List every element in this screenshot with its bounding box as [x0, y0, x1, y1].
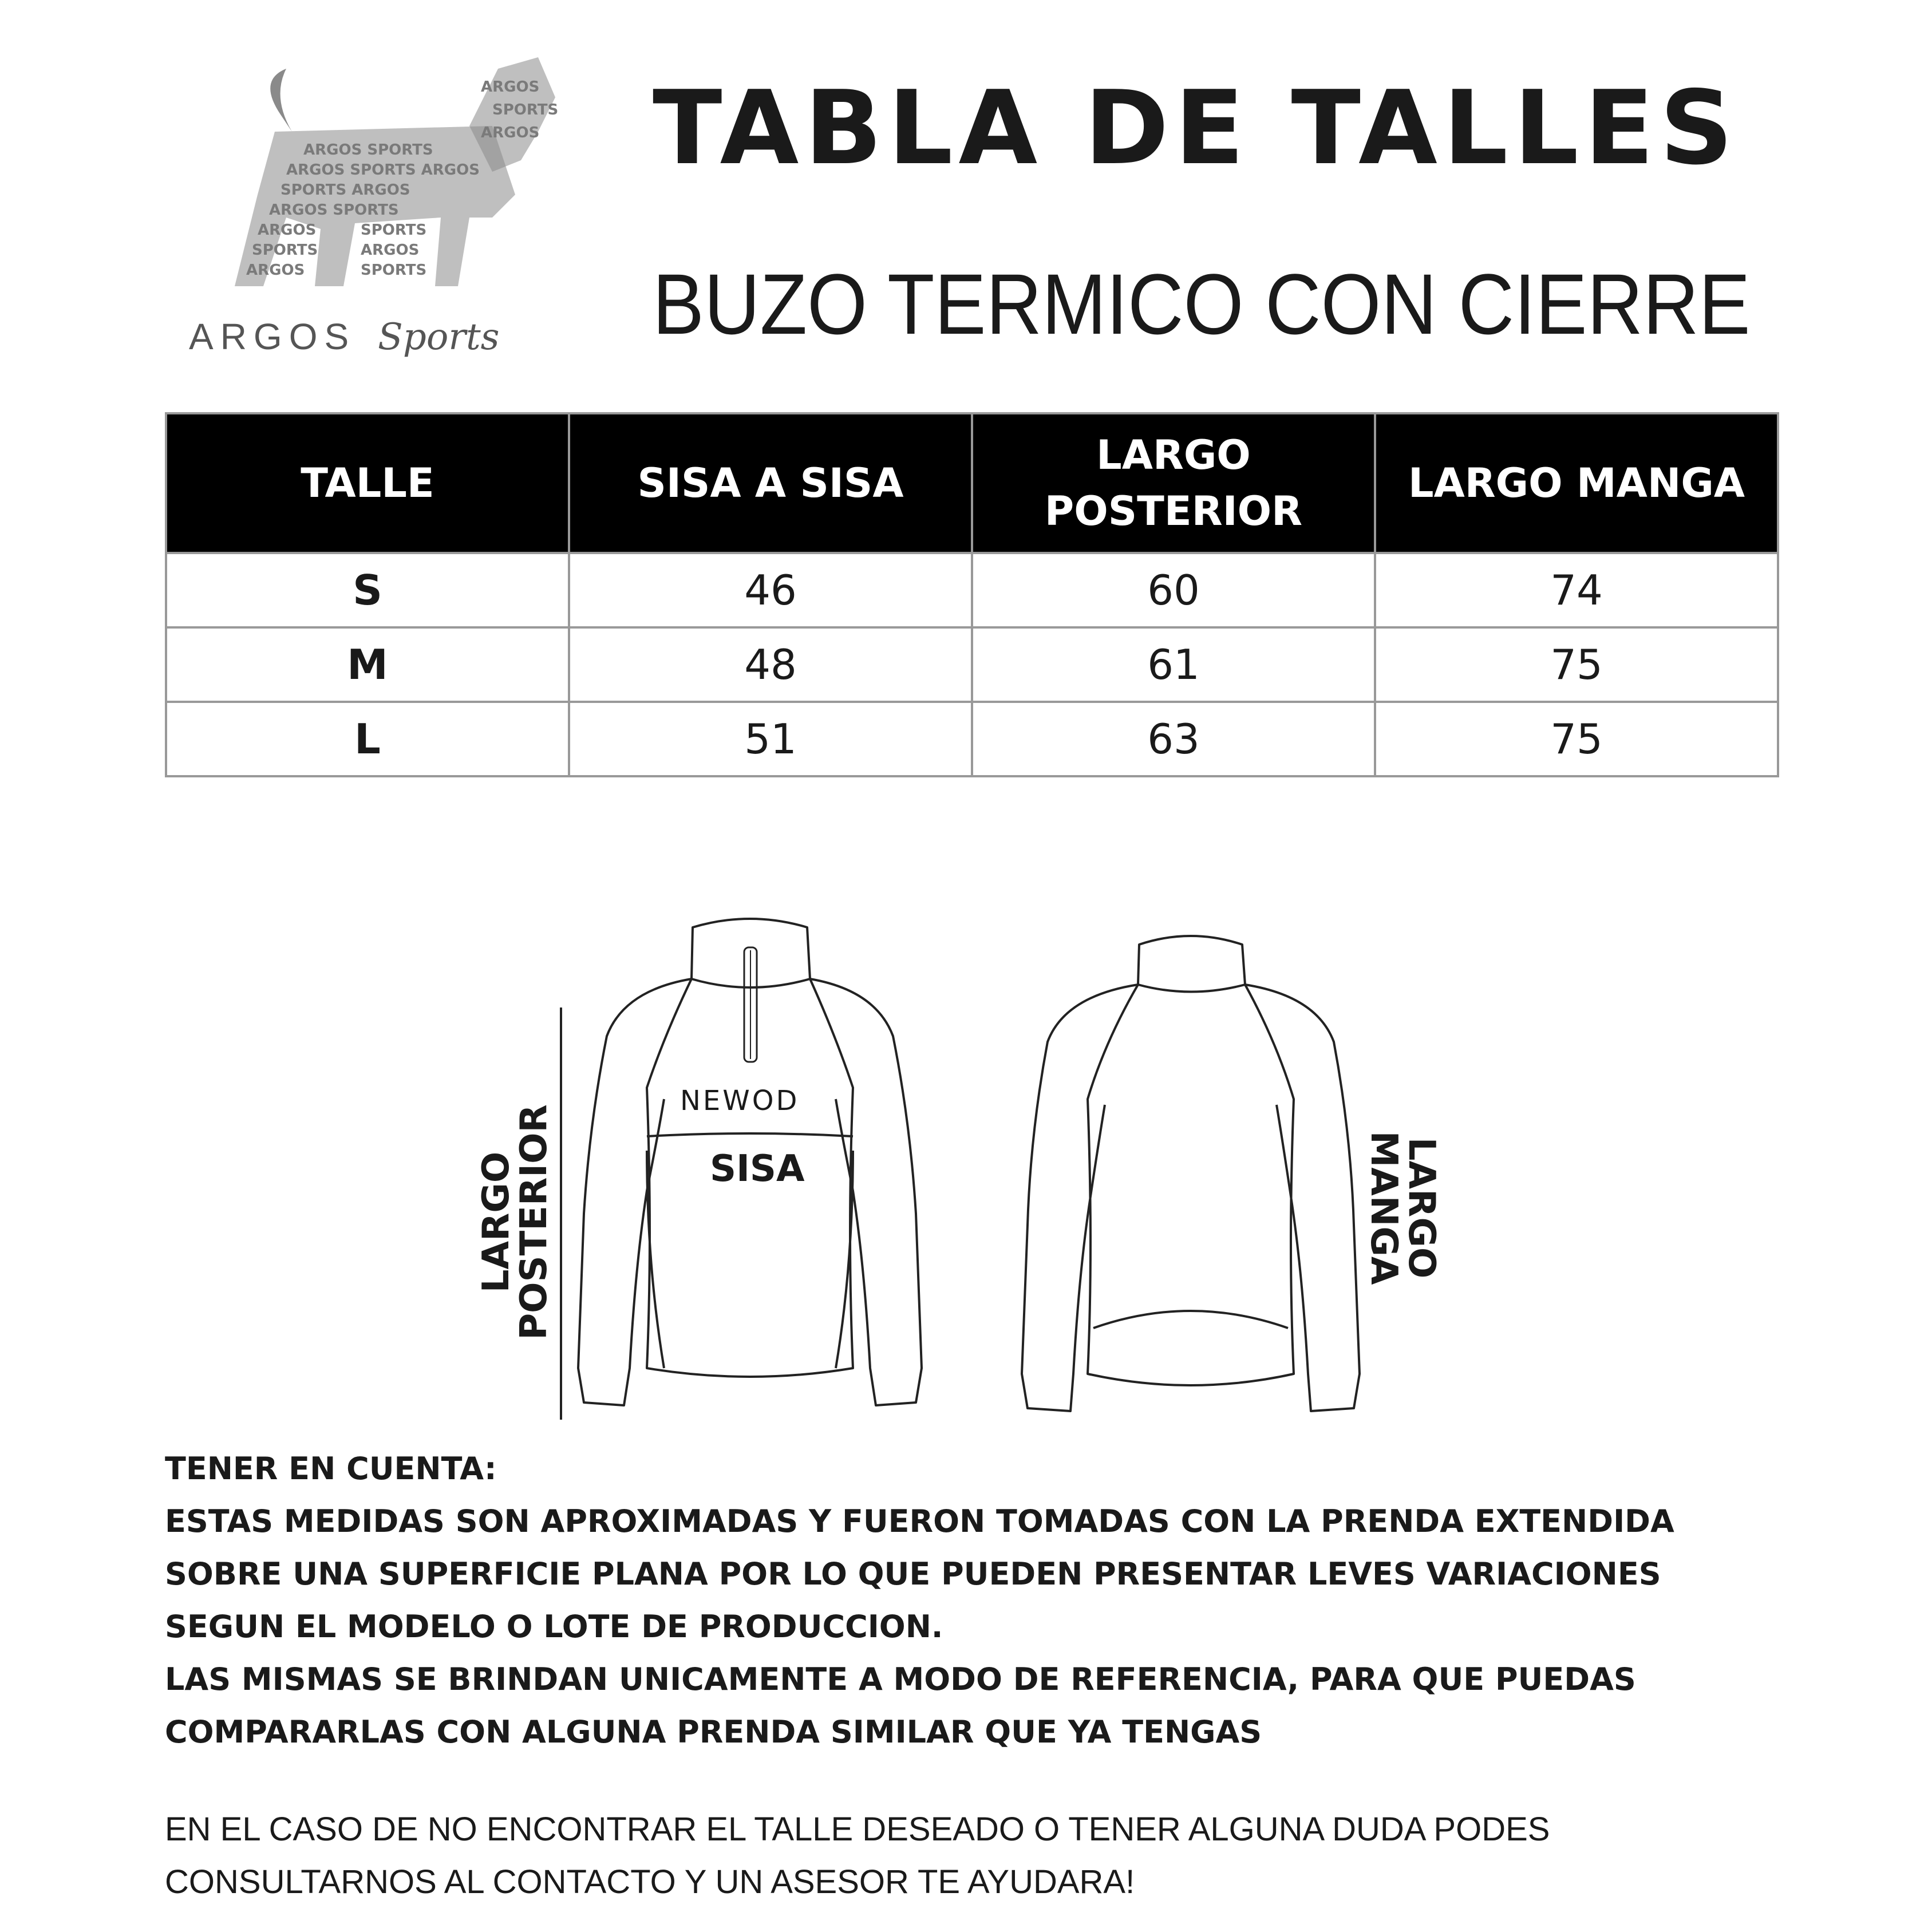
cell-largo-manga: 74 — [1375, 553, 1778, 627]
table-row — [166, 627, 1778, 702]
cell-sisa: 46 — [569, 553, 972, 627]
brand-logo — [172, 46, 561, 366]
svg-text:SPORTS: SPORTS — [361, 222, 427, 239]
svg-text:ARGOS: ARGOS — [258, 222, 317, 239]
logo-wordmark: ARGOS — [189, 316, 356, 357]
garment-diagram — [475, 893, 1471, 1431]
svg-text:SPORTS: SPORTS — [361, 262, 427, 279]
header-sisa-a-sisa: SISA A SISA — [569, 413, 972, 553]
notes-section — [165, 1443, 1791, 1759]
svg-text:ARGOS SPORTS: ARGOS SPORTS — [303, 141, 433, 159]
cell-sisa: 48 — [569, 627, 972, 702]
table-row — [166, 702, 1778, 776]
notes-paragraph: LAS MISMAS SE BRINDAN UNICAMENTE A MODO DE REFERENCIA, PARA QUE PUEDAS COMPARARLAS CON ALGUNA PRENDA SIMILAR QUE YA TENGAS — [165, 1661, 1636, 1750]
logo-script: Sports — [378, 316, 500, 358]
largo-posterior-label-line2: POSTERIOR — [513, 1104, 555, 1340]
cell-size: S — [166, 553, 569, 627]
cell-size: L — [166, 702, 569, 776]
table-header-row — [166, 413, 1778, 553]
contact-text: EN EL CASO DE NO ENCONTRAR EL TALLE DESEADO O TENER ALGUNA DUDA PODES CONSULTARNOS AL CONTACTO Y UN ASESOR TE AYUDARA! — [165, 1811, 1550, 1901]
table-row — [166, 553, 1778, 627]
svg-text:SPORTS ARGOS: SPORTS ARGOS — [280, 181, 410, 199]
back-jacket-outline — [1022, 936, 1360, 1411]
cell-largo-manga: 75 — [1375, 627, 1778, 702]
sisa-label: SISA — [710, 1148, 805, 1190]
size-table — [165, 412, 1779, 777]
svg-text:ARGOS: ARGOS — [481, 78, 540, 96]
schnauzer-dog-word-art-icon — [235, 57, 558, 286]
svg-text:ARGOS SPORTS ARGOS: ARGOS SPORTS ARGOS — [286, 161, 480, 179]
header-talle: TALLE — [166, 413, 569, 553]
cell-largo-posterior: 61 — [972, 627, 1375, 702]
svg-text:ARGOS: ARGOS — [361, 242, 420, 259]
garment-print-text: NEWOD — [680, 1085, 800, 1117]
cell-largo-manga: 75 — [1375, 702, 1778, 776]
svg-text:SPORTS: SPORTS — [252, 242, 318, 259]
cell-sisa: 51 — [569, 702, 972, 776]
largo-manga-label-line2: MANGA — [1362, 1131, 1405, 1285]
cell-largo-posterior: 60 — [972, 553, 1375, 627]
page-title: TABLA DE TALLES — [653, 69, 1739, 187]
svg-text:ARGOS SPORTS: ARGOS SPORTS — [269, 202, 399, 219]
header-largo-posterior: LARGO POSTERIOR — [972, 413, 1375, 553]
page-subtitle: BUZO TERMICO CON CIERRE — [653, 256, 1751, 352]
header-largo-manga: LARGO MANGA — [1375, 413, 1778, 553]
largo-manga-label — [1362, 1131, 1443, 1285]
svg-text:SPORTS: SPORTS — [492, 101, 559, 118]
largo-posterior-label-line1: LARGO — [475, 1151, 517, 1293]
contact-note — [165, 1803, 1791, 1909]
cell-size: M — [166, 627, 569, 702]
largo-posterior-label — [477, 1104, 553, 1340]
svg-text:ARGOS: ARGOS — [481, 124, 540, 141]
largo-manga-label-line1: LARGO — [1400, 1137, 1443, 1279]
svg-text:ARGOS: ARGOS — [246, 262, 305, 279]
notes-heading: TENER EN CUENTA: — [165, 1451, 497, 1487]
notes-paragraph: ESTAS MEDIDAS SON APROXIMADAS Y FUERON TOMADAS CON LA PRENDA EXTENDIDA SOBRE UNA SUPERFICIE PLANA POR LO QUE PUEDEN PRESENTAR LEVES VARIACIONES SEGUN EL MODELO O LOTE DE PRODUCCION. — [165, 1503, 1674, 1645]
cell-largo-posterior: 63 — [972, 702, 1375, 776]
